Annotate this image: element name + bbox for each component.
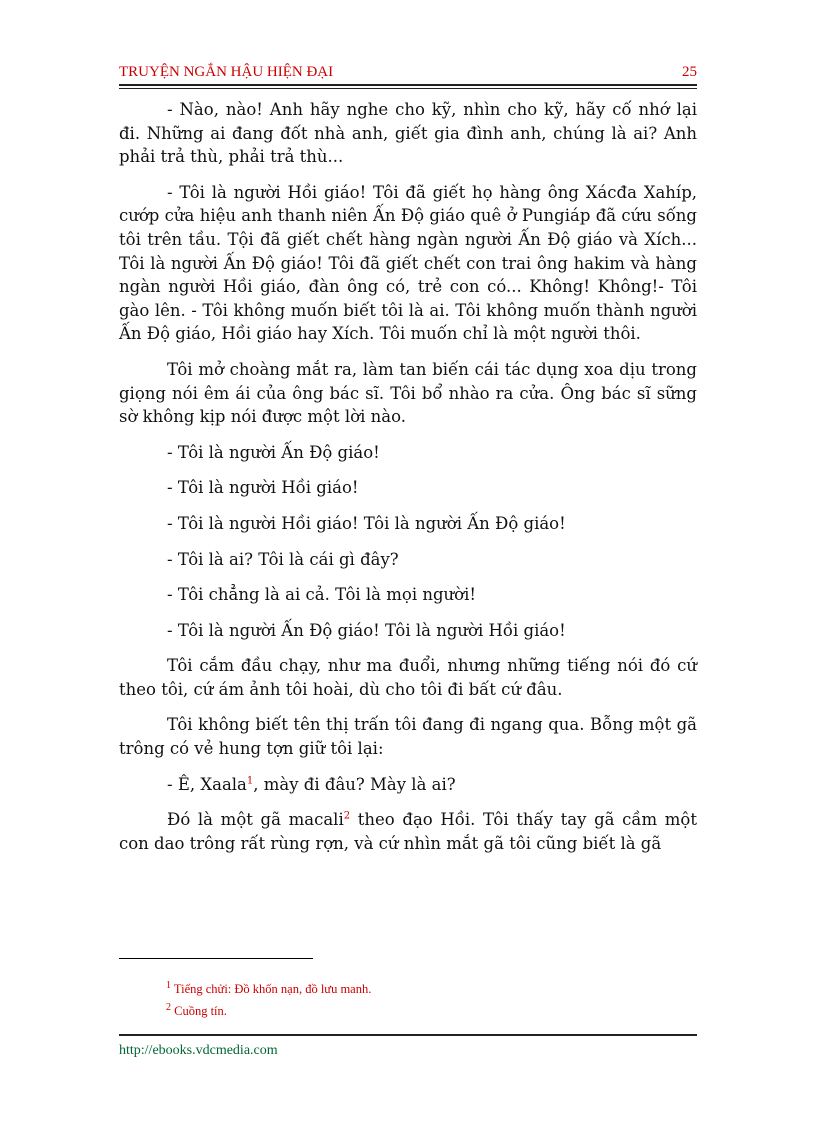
dialogue-line: - Tôi là ai? Tôi là cái gì đây? bbox=[167, 549, 399, 569]
story-body bbox=[119, 98, 697, 867]
dialogue-line-xaala bbox=[119, 773, 697, 797]
footnote-ref-2[interactable]: 2 bbox=[343, 810, 351, 822]
footnote-item bbox=[166, 1000, 686, 1022]
dialogue-text: , mày đi đâu? Mày là ai? bbox=[253, 774, 456, 794]
paragraph: - Nào, nào! Anh hãy nghe cho kỹ, nhìn cho kỹ, hãy cố nhớ lại đi. Những ai đang đốt nhà anh, giết gia đình anh, chúng là ai? Anh phải trả thù, phải trả thù... bbox=[119, 100, 697, 167]
header-divider bbox=[119, 84, 697, 89]
book-title: TRUYỆN NGẮN HẬU HIỆN ĐẠI bbox=[119, 64, 334, 80]
paragraph: Tôi mở choàng mắt ra, làm tan biến cái tác dụng xoa dịu trong giọng nói êm ái của ông bác sĩ. Tôi bổ nhào ra cửa. Ông bác sĩ sững sờ không kịp nói được một lời nào. bbox=[119, 359, 697, 427]
footnote-text: Tiếng chửi: Đồ khốn nạn, đồ lưu manh. bbox=[171, 982, 372, 996]
paragraph: Tôi cắm đầu chạy, như ma đuổi, nhưng những tiếng nói đó cứ theo tôi, cứ ám ảnh tôi hoài, dù cho tôi đi bất cứ đâu. bbox=[119, 656, 697, 699]
page-number: 25 bbox=[682, 64, 697, 80]
dialogue-line: - Tôi là người Ấn Độ giáo! Tôi là người Hồi giáo! bbox=[167, 620, 566, 640]
footnote-divider bbox=[119, 958, 313, 959]
footer-divider bbox=[119, 1034, 697, 1036]
footnote-number: 2 bbox=[166, 1001, 171, 1013]
paragraph: - Tôi là người Hồi giáo! Tôi đã giết họ hàng ông Xácđa Xahíp, cướp cửa hiệu anh thanh niên Ấn Độ giáo quê ở Pungiáp đã cứu sống tôi trên tầu. Tội đã giết chết hàng ngàn người Ấn Độ giáo và Xích... Tôi là người Ấn Độ giáo! Tôi đã giết chết con trai ông hakim và hàng ngàn người Hồi giáo, đàn ông có, trẻ con có... Không! Không!- Tôi gào lên. - Tôi không muốn biết tôi là ai. Tôi không muốn thành người Ấn Độ giáo, Hồi giáo hay Xích. Tôi muốn chỉ là một người thôi. bbox=[119, 182, 697, 344]
footnote-ref-1[interactable]: 1 bbox=[246, 775, 254, 787]
dialogue-line: - Tôi là người Hồi giáo! bbox=[167, 478, 359, 498]
paragraph: Tôi không biết tên thị trấn tôi đang đi ngang qua. Bỗng một gã trông có vẻ hung tợn giữ tôi lại: bbox=[119, 715, 697, 759]
dialogue-line: - Tôi là người Hồi giáo! Tôi là người Ấn Độ giáo! bbox=[167, 513, 566, 533]
paragraph bbox=[119, 808, 697, 855]
dialogue-text: - Ê, Xaala bbox=[167, 774, 247, 794]
paragraph-text: theo đạo Hồi. Tôi thấy tay gã cầm một con dao trông rất rùng rợn, và cứ nhìn mắt gã tôi cũng biết là gã bbox=[119, 810, 697, 853]
dialogue-line: - Tôi chẳng là ai cả. Tôi là mọi người! bbox=[167, 585, 477, 605]
footnote-number: 1 bbox=[166, 979, 171, 991]
footnote-item bbox=[166, 978, 686, 1000]
footnotes bbox=[166, 978, 686, 1022]
paragraph-text: Đó là một gã macali bbox=[167, 810, 344, 830]
footer-url-link[interactable]: http://ebooks.vdcmedia.com bbox=[119, 1043, 278, 1058]
dialogue-line: - Tôi là người Ấn Độ giáo! bbox=[167, 442, 380, 462]
footnote-text: Cuồng tín. bbox=[171, 1004, 227, 1018]
page-header bbox=[119, 62, 697, 86]
